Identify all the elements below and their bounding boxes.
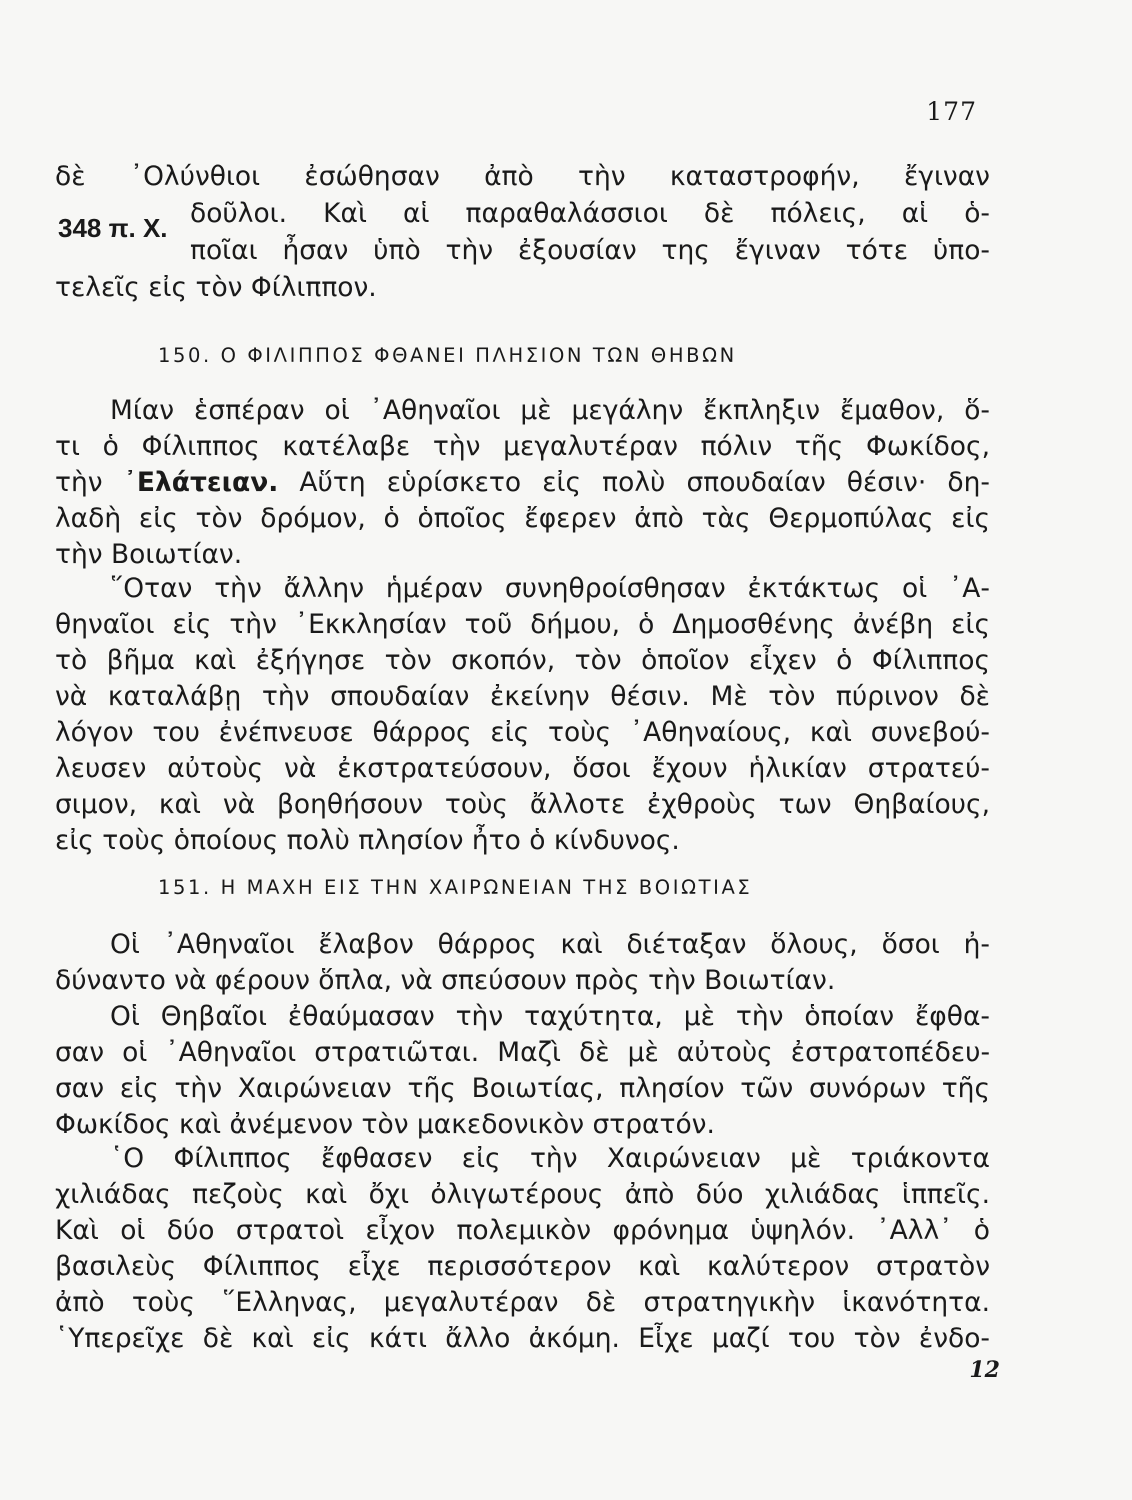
section-150-heading: 150. Ο ΦΙΛΙΠΠΟΣ ΦΘΑΝΕΙ ΠΛΗΣΙΟΝ ΤΩΝ ΘΗΒΩΝ xyxy=(158,344,737,367)
s150-p2-line-1: ῞Οταν τὴν ἄλλην ἡμέραν συνηθροίσθησαν ἐκτάκτως οἱ ᾿Α- xyxy=(110,573,990,604)
s151-p2-line-2: σαν οἱ ᾿Αθηναῖοι στρατιῶται. Μαζὶ δὲ μὲ αὐτοὺς ἐστρατοπέδευ- xyxy=(55,1037,990,1068)
intro-line-1: δὲ ᾿Ολύνθιοι ἐσώθησαν ἀπὸ τὴν καταστροφήν, ἔγιναν xyxy=(55,161,990,192)
s150-p1-line-5: τὴν Βοιωτίαν. xyxy=(55,539,243,570)
s150-p2-line-2: θηναῖοι εἰς τὴν ᾿Εκκλησίαν τοῦ δήμου, ὁ Δημοσθένης ἀνέβη εἰς xyxy=(55,609,990,640)
section-151-heading: 151. Η ΜΑΧΗ ΕΙΣ ΤΗΝ ΧΑΙΡΩΝΕΙΑΝ ΤΗΣ ΒΟΙΩΤΙΑΣ xyxy=(158,876,753,899)
elateia-bold-term: ᾿Ελάτειαν. xyxy=(123,467,279,498)
s151-p3-line-5: ἀπὸ τοὺς ῞Ελληνας, μεγαλυτέραν δὲ στρατηγικὴν ἱκανότητα. xyxy=(55,1287,990,1318)
s150-p1-line-3 xyxy=(55,466,990,500)
s150-p2-line-6: λευσεν αὐτοὺς νὰ ἐκστρατεύσουν, ὅσοι ἔχουν ἡλικίαν στρατεύ- xyxy=(55,753,990,784)
s151-p3-line-2: χιλιάδας πεζοὺς καὶ ὄχι ὀλιγωτέρους ἀπὸ δύο χιλιάδας ἱππεῖς. xyxy=(55,1179,990,1210)
s151-p2-line-1: Οἱ Θηβαῖοι ἐθαύμασαν τὴν ταχύτητα, μὲ τὴν ὁποίαν ἔφθα- xyxy=(110,1001,990,1032)
s150-p2-line-8: εἰς τοὺς ὁποίους πολὺ πλησίον ἦτο ὁ κίνδυνος. xyxy=(55,825,680,856)
s150-p1-line-2: τι ὁ Φίλιππος κατέλαβε τὴν μεγαλυτέραν πόλιν τῆς Φωκίδος, xyxy=(55,431,990,462)
s151-p3-line-3: Καὶ οἱ δύο στρατοὶ εἶχον πολεμικὸν φρόνημα ὑψηλόν. ᾿Αλλ᾿ ὁ xyxy=(55,1215,990,1246)
s150-p2-line-3: τὸ βῆμα καὶ ἐξήγησε τὸν σκοπόν, τὸν ὁποῖον εἶχεν ὁ Φίλιππος xyxy=(55,645,990,676)
s150-p1-line-4: λαδὴ εἰς τὸν δρόμον, ὁ ὁποῖος ἔφερεν ἀπὸ τὰς Θερμοπύλας εἰς xyxy=(55,503,990,534)
s151-p2-line-3: σαν εἰς τὴν Χαιρώνειαν τῆς Βοιωτίας, πλησίον τῶν συνόρων τῆς xyxy=(55,1073,990,1104)
s151-p2-line-4: Φωκίδος καὶ ἀνέμενον τὸν μακεδονικὸν στρατόν. xyxy=(55,1109,715,1140)
s151-p1-line-1: Οἱ ᾿Αθηναῖοι ἔλαβον θάρρος καὶ διέταξαν ὅλους, ὅσοι ἠ- xyxy=(110,929,990,960)
s150-p1-line-3-end: Αὕτη εὑρίσκετο εἰς πολὺ σπουδαίαν θέσιν· δη- xyxy=(299,467,990,498)
page-number: 177 xyxy=(926,97,977,126)
s151-p1-line-2: δύναντο νὰ φέρουν ὅπλα, νὰ σπεύσουν πρὸς τὴν Βοιωτίαν. xyxy=(55,965,836,996)
signature-mark: 12 xyxy=(969,1357,1000,1383)
s150-p2-line-7: σιμον, καὶ νὰ βοηθήσουν τοὺς ἄλλοτε ἐχθροὺς των Θηβαίους, xyxy=(55,789,990,820)
s151-p3-line-4: βασιλεὺς Φίλιππος εἶχε περισσότερον καὶ καλύτερον στρατὸν xyxy=(55,1251,990,1282)
s150-p1-line-1: Μίαν ἑσπέραν οἱ ᾿Αθηναῖοι μὲ μεγάλην ἔκπληξιν ἔμαθον, ὅ- xyxy=(110,395,990,426)
s151-p3-line-6: ῾Υπερεῖχε δὲ καὶ εἰς κάτι ἄλλο ἀκόμη. Εἶχε μαζί του τὸν ἐνδο- xyxy=(55,1323,990,1354)
s151-p3-line-1: ῾Ο Φίλιππος ἔφθασεν εἰς τὴν Χαιρώνειαν μὲ τριάκοντα xyxy=(110,1143,990,1174)
s150-p2-line-4: νὰ καταλάβῃ τὴν σπουδαίαν ἐκείνην θέσιν. Μὲ τὸν πύρινον δὲ xyxy=(55,681,990,712)
intro-line-2: δοῦλοι. Καὶ αἱ παραθαλάσσιοι δὲ πόλεις, αἱ ὁ- xyxy=(190,198,990,229)
intro-line-3: ποῖαι ἦσαν ὑπὸ τὴν ἐξουσίαν της ἔγιναν τότε ὑπο- xyxy=(190,235,990,266)
intro-line-4: τελεῖς εἰς τὸν Φίλιππον. xyxy=(55,272,377,303)
s150-p1-line-3-start: τὴν xyxy=(55,467,103,498)
margin-date-note: 348 π. Χ. xyxy=(58,213,168,243)
s150-p2-line-5: λόγον του ἐνέπνευσε θάρρος εἰς τοὺς ᾿Αθηναίους, καὶ συνεβού- xyxy=(55,717,990,748)
